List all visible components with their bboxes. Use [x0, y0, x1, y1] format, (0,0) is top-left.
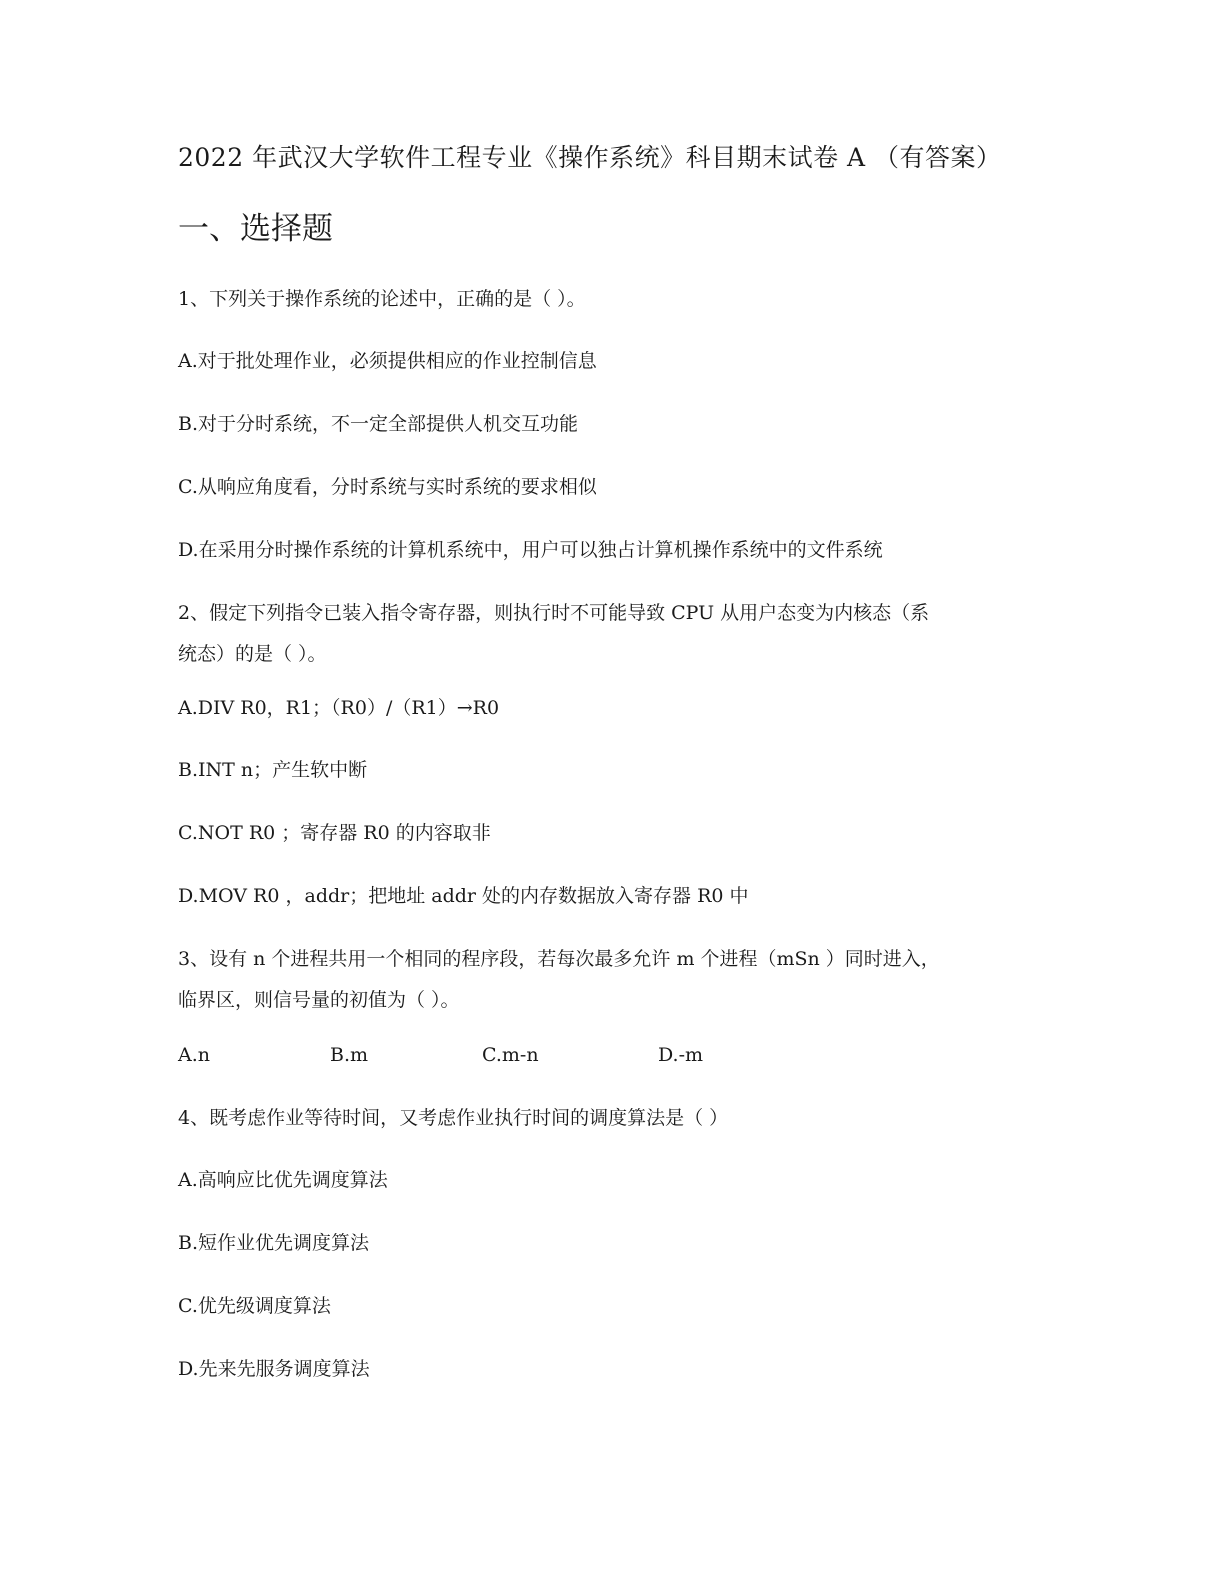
question-3-stem-line-1: 3、设有 n 个进程共用一个相同的程序段，若每次最多允许 m 个进程（mSn ）同时进入， — [178, 948, 940, 970]
question-4-option-c: C.优先级调度算法 — [178, 1295, 331, 1317]
question-3-options-row — [178, 1041, 778, 1069]
question-3-option-a: A.n — [178, 1044, 210, 1066]
section-heading: 一、选择题 — [178, 211, 333, 247]
question-3-option-c: C.m-n — [482, 1044, 539, 1066]
question-3-option-b: B.m — [330, 1044, 369, 1066]
question-2-option-c: C.NOT R0 ；寄存器 R0 的内容取非 — [178, 822, 491, 844]
question-2-option-d: D.MOV R0 ，addr；把地址 addr 处的内存数据放入寄存器 R0 中 — [178, 885, 749, 907]
question-4-option-d: D.先来先服务调度算法 — [178, 1358, 370, 1380]
question-2-option-b: B.INT n；产生软中断 — [178, 759, 368, 781]
question-4-stem: 4、既考虑作业等待时间，又考虑作业执行时间的调度算法是（ ） — [178, 1107, 729, 1129]
question-2-stem-line-2: 统态）的是（ ）。 — [178, 643, 327, 665]
question-2-option-a: A.DIV R0，R1；（R0）/（R1）→R0 — [178, 697, 500, 719]
question-1-option-a: A.对于批处理作业，必须提供相应的作业控制信息 — [178, 350, 597, 372]
question-4-option-b: B.短作业优先调度算法 — [178, 1232, 370, 1254]
question-1-stem: 1、下列关于操作系统的论述中，正确的是（ ）。 — [178, 288, 586, 310]
document-title: 2022 年武汉大学软件工程专业《操作系统》科目期末试卷 A （有答案） — [178, 143, 1002, 172]
question-4-option-a: A.高响应比优先调度算法 — [178, 1169, 388, 1191]
question-3-option-d: D.-m — [658, 1044, 704, 1066]
question-1-option-c: C.从响应角度看，分时系统与实时系统的要求相似 — [178, 476, 597, 498]
question-1-option-d: D.在采用分时操作系统的计算机系统中，用户可以独占计算机操作系统中的文件系统 — [178, 539, 883, 561]
question-1-option-b: B.对于分时系统，不一定全部提供人机交互功能 — [178, 413, 579, 435]
question-2-stem-line-1: 2、假定下列指令已装入指令寄存器，则执行时不可能导致 CPU 从用户态变为内核态（系 — [178, 602, 930, 624]
question-3-stem-line-2: 临界区，则信号量的初值为（ ）。 — [178, 989, 460, 1011]
